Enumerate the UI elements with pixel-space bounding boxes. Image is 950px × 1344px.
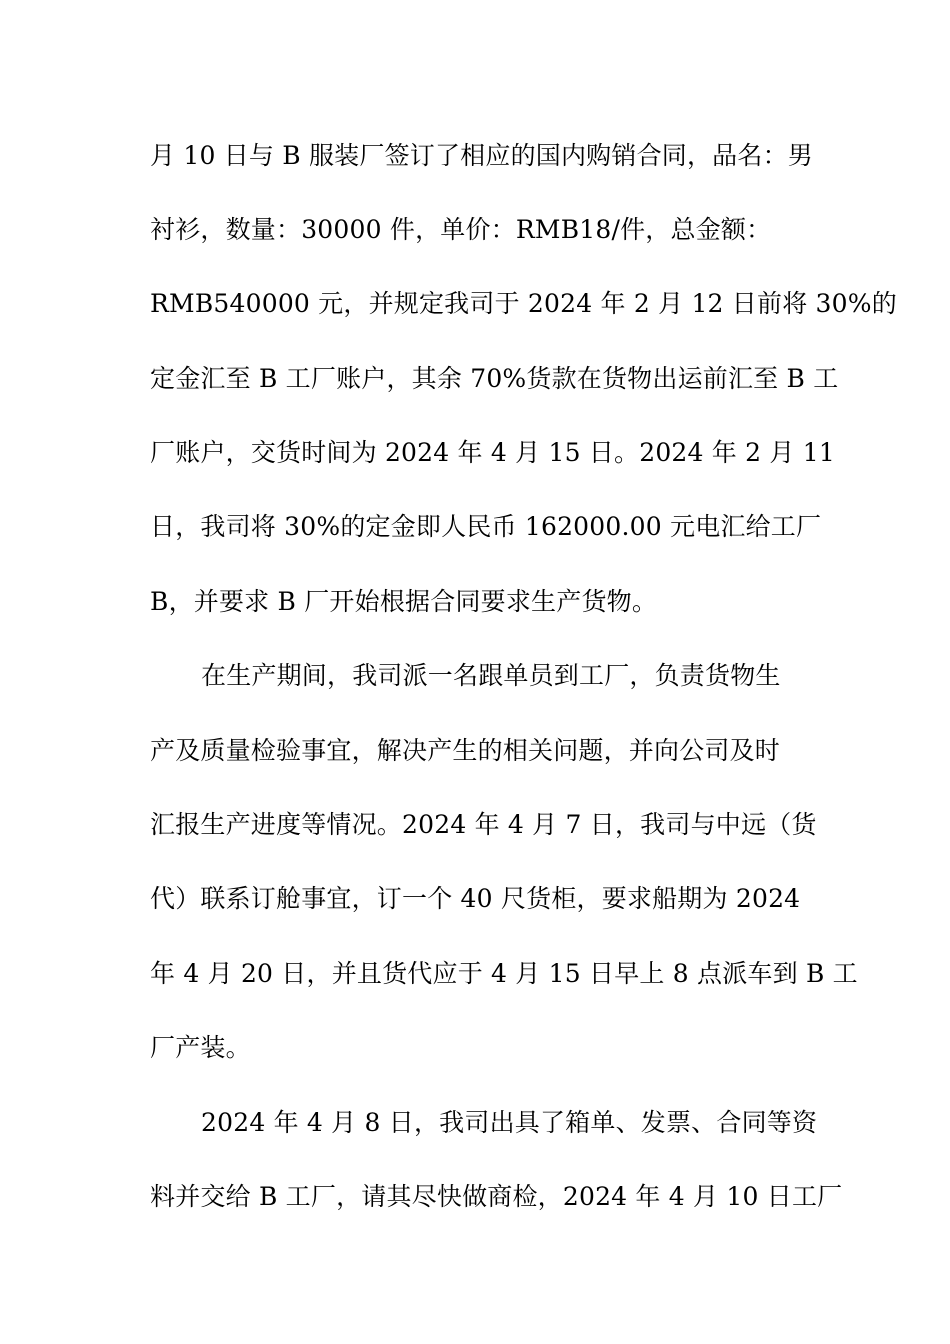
text-line: 日，我司将 30%的定金即人民币 162000.00 元电汇给工厂 [150, 512, 822, 541]
text-line: 代）联系订舱事宜，订一个 40 尺货柜，要求船期为 2024 [150, 884, 801, 913]
text-line: 年 4 月 20 日，并且货代应于 4 月 15 日早上 8 点派车到 B 工 [150, 959, 858, 988]
text-line: B，并要求 B 厂开始根据合同要求生产货物。 [150, 587, 658, 616]
text-line: RMB540000 元，并规定我司于 2024 年 2 月 12 日前将 30%的 [150, 289, 897, 318]
text-line: 定金汇至 B 工厂账户，其余 70%货款在货物出运前汇至 B 工 [150, 364, 839, 393]
paragraph-start-line: 在生产期间，我司派一名跟单员到工厂，负责货物生 [201, 661, 781, 690]
text-line: 厂产装。 [150, 1033, 251, 1062]
text-line: 产及质量检验事宜，解决产生的相关问题，并向公司及时 [150, 736, 781, 765]
text-line: 衬衫，数量：30000 件，单价：RMB18/件，总金额： [150, 215, 772, 244]
text-line: 料并交给 B 工厂，请其尽快做商检，2024 年 4 月 10 日工厂 [150, 1182, 843, 1211]
paragraph-start-line: 2024 年 4 月 8 日，我司出具了箱单、发票、合同等资 [201, 1108, 818, 1137]
text-line: 月 10 日与 B 服装厂签订了相应的国内购销合同，品名：男 [150, 141, 813, 170]
text-line: 汇报生产进度等情况。2024 年 4 月 7 日，我司与中远（货 [150, 810, 817, 839]
text-line: 厂账户，交货时间为 2024 年 4 月 15 日。2024 年 2 月 11 [150, 438, 835, 467]
